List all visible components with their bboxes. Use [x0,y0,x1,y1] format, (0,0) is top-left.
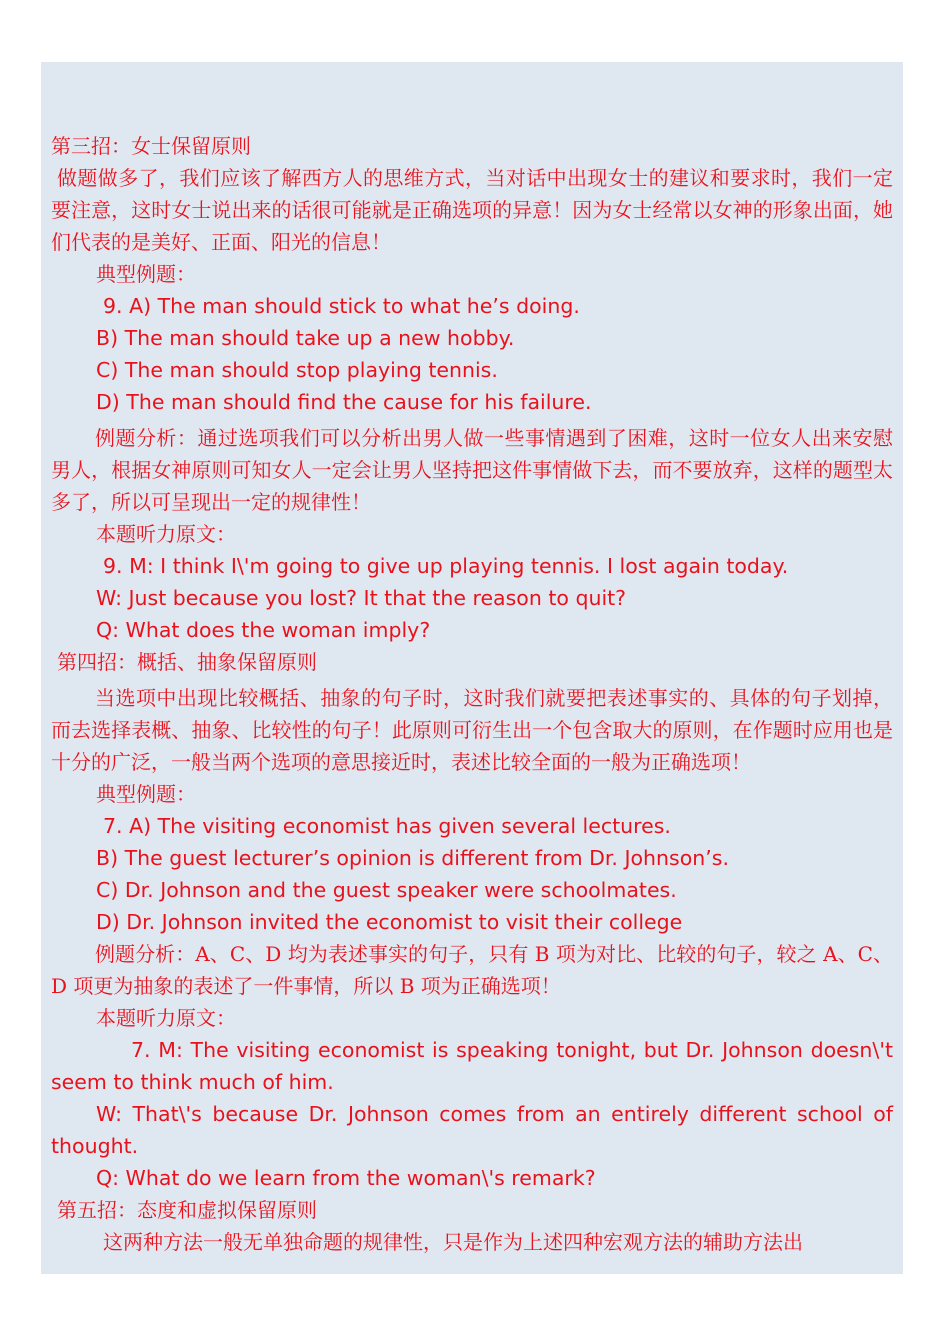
section5-heading: 第五招：态度和虚拟保留原则 [57,1198,317,1222]
section3-option-d: D) The man should find the cause for his failure. [96,390,592,414]
section4-transcript-label: 本题听力原文： [96,1006,236,1030]
section4-example-label: 典型例题： [96,782,196,806]
section4-heading: 第四招：概括、抽象保留原则 [57,650,317,674]
document-panel [41,62,903,1274]
section3-option-a: 9. A) The man should stick to what he’s doing. [103,294,580,318]
section3-transcript-line1: 9. M: I think I\'m going to give up playing tennis. I lost again today. [103,554,789,578]
section4-transcript-line3: Q: What do we learn from the woman\'s remark? [96,1166,596,1190]
section3-option-c: C) The man should stop playing tennis. [96,358,498,382]
section4-option-b: B) The guest lecturer’s opinion is different from Dr. Johnson’s. [96,846,729,870]
section4-option-d: D) Dr. Johnson invited the economist to visit their college [96,910,683,934]
section4-option-a: 7. A) The visiting economist has given several lectures. [103,814,671,838]
document-content [51,130,893,1258]
section4-intro: 当选项中出现比较概括、抽象的句子时，这时我们就要把表述事实的、具体的句子划掉，而去选择表概、抽象、比较性的句子！此原则可衍生出一个包含取大的原则，在作题时应用也是十分的广泛，一般当两个选项的意思接近时，表述比较全面的一般为正确选项！ [51,686,893,774]
section3-transcript-line2: W: Just because you lost? It that the reason to quit? [96,586,627,610]
section4-analysis: 例题分析：A、C、D 均为表述事实的句子，只有 B 项为对比、比较的句子，较之 A、C、D 项更为抽象的表述了一件事情，所以 B 项为正确选项！ [51,942,893,998]
section4-transcript-line2: W: That\'s because Dr. Johnson comes from an entirely different school of thought. [51,1102,893,1158]
section3-example-label: 典型例题： [96,262,196,286]
section3-option-b: B) The man should take up a new hobby. [96,326,515,350]
section4-transcript-line1: 7. M: The visiting economist is speaking tonight, but Dr. Johnson doesn\'t seem to think much of him. [51,1038,893,1094]
section3-transcript-label: 本题听力原文： [96,522,236,546]
section3-transcript-line3: Q: What does the woman imply? [96,618,431,642]
section3-analysis: 例题分析：通过选项我们可以分析出男人做一些事情遇到了困难，这时一位女人出来安慰男人，根据女神原则可知女人一定会让男人坚持把这件事情做下去，而不要放弃，这样的题型太多了，所以可呈现出一定的规律性！ [51,426,893,514]
section4-option-c: C) Dr. Johnson and the guest speaker were schoolmates. [96,878,677,902]
section3-intro: 做题做多了，我们应该了解西方人的思维方式，当对话中出现女士的建议和要求时，我们一定要注意，这时女士说出来的话很可能就是正确选项的异意！因为女士经常以女神的形象出面，她们代表的是美好、正面、阳光的信息！ [51,166,893,254]
section5-intro: 这两种方法一般无单独命题的规律性，只是作为上述四种宏观方法的辅助方法出 [103,1230,803,1254]
section3-heading: 第三招：女士保留原则 [51,134,251,158]
